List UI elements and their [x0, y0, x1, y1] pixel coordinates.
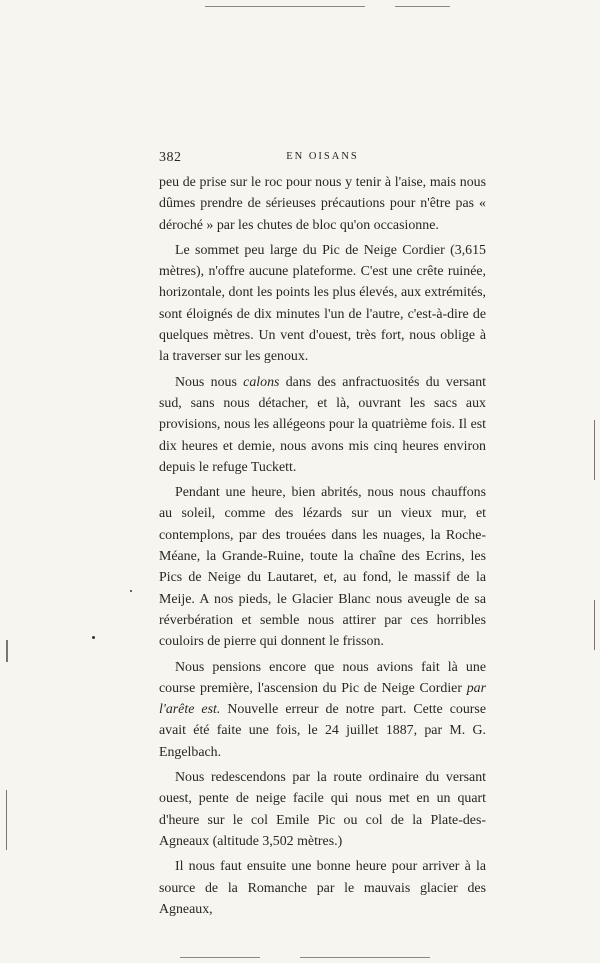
top-edge-rule: [205, 6, 365, 7]
paragraph-text: dans des anfractuosités du versant sud, sans nous détacher, et là, ouvrant les sacs aux provisions, nous les allégeons pour la quatrième fois. Il est dix heures et demie, nous avons mis cinq heures environ depuis le refuge Tuckett.: [159, 374, 487, 475]
ink-speck-small: [130, 590, 132, 592]
paragraph: [159, 172, 486, 236]
italic-text: par l'arête est.: [159, 680, 486, 718]
page-header: [159, 150, 486, 166]
paragraph-text: peu de prise sur le roc pour nous y tenir à l'aise, mais nous dûmes prendre de sérieuses précautions pour n'être pas « déroché » par les chutes de bloc qu'on occasionne.: [159, 175, 486, 233]
left-margin-mark: [6, 640, 8, 662]
bottom-edge-rule: [180, 957, 260, 958]
italic-text: calons: [243, 374, 280, 390]
paragraph: [159, 856, 486, 920]
paragraph-text: Nous nous: [175, 374, 244, 390]
paragraph-text: Il nous faut ensuite une bonne heure pour arriver à la source de la Romanche par le mauvais glacier des Agneaux,: [159, 859, 486, 917]
body-text: [159, 172, 486, 924]
paragraph-text: Nouvelle erreur de notre part. Cette course avait été faite une fois, le 24 juillet 1887, par M. G. Engelbach.: [159, 702, 486, 760]
right-margin-mark-lower: [594, 600, 595, 650]
paragraph: [159, 240, 486, 368]
paragraph-text: Nous pensions encore que nous avions fait là une course première, l'ascension du Pic de Neige Cordier: [159, 659, 486, 696]
left-margin-mark-lower: [6, 790, 7, 850]
paragraph-text: Nous redescendons par la route ordinaire du versant ouest, pente de neige facile qui nous met en un quart d'heure sur le col Emile Pic ou col de la Plate-des-Agneaux (altitude 3,502 mètres.): [159, 770, 486, 849]
bottom-edge-rule-right: [300, 957, 430, 958]
page-number: 382: [159, 150, 182, 165]
right-margin-mark: [594, 420, 595, 480]
paragraph-text: Pendant une heure, bien abrités, nous nous chauffons au soleil, comme des lézards sur un vieux mur, et contemplons, par des trouées dans les nuages, la Roche-Méane, la Grande-Ruine, toute la chaîne des Ecrins, les Pics de Neige du Lautaret, et, au fond, le massif de la Meije. A nos pieds, le Glacier Blanc nous aveugle de sa réverbération et semble nous attirer par ces horribles couloirs de pierre qui donnent le frisson.: [159, 485, 486, 650]
paragraph: [159, 767, 486, 852]
paragraph: [159, 372, 486, 478]
paragraph-text: Le sommet peu large du Pic de Neige Cordier (3,615 mètres), n'offre aucune plateforme. C'est une crête ruinée, horizontale, dont les points les plus élevés, aux extrémités, sont éloignés de dix minutes l'un de l'autre, c'est-à-dire de quelques mètres. Un vent d'ouest, très fort, nous oblige à la traverser sur les genoux.: [159, 242, 486, 365]
top-edge-rule-right: [395, 6, 450, 7]
ink-speck: [92, 636, 95, 639]
paragraph: [159, 482, 486, 652]
running-head: EN OISANS: [286, 151, 359, 162]
paragraph: [159, 657, 486, 763]
